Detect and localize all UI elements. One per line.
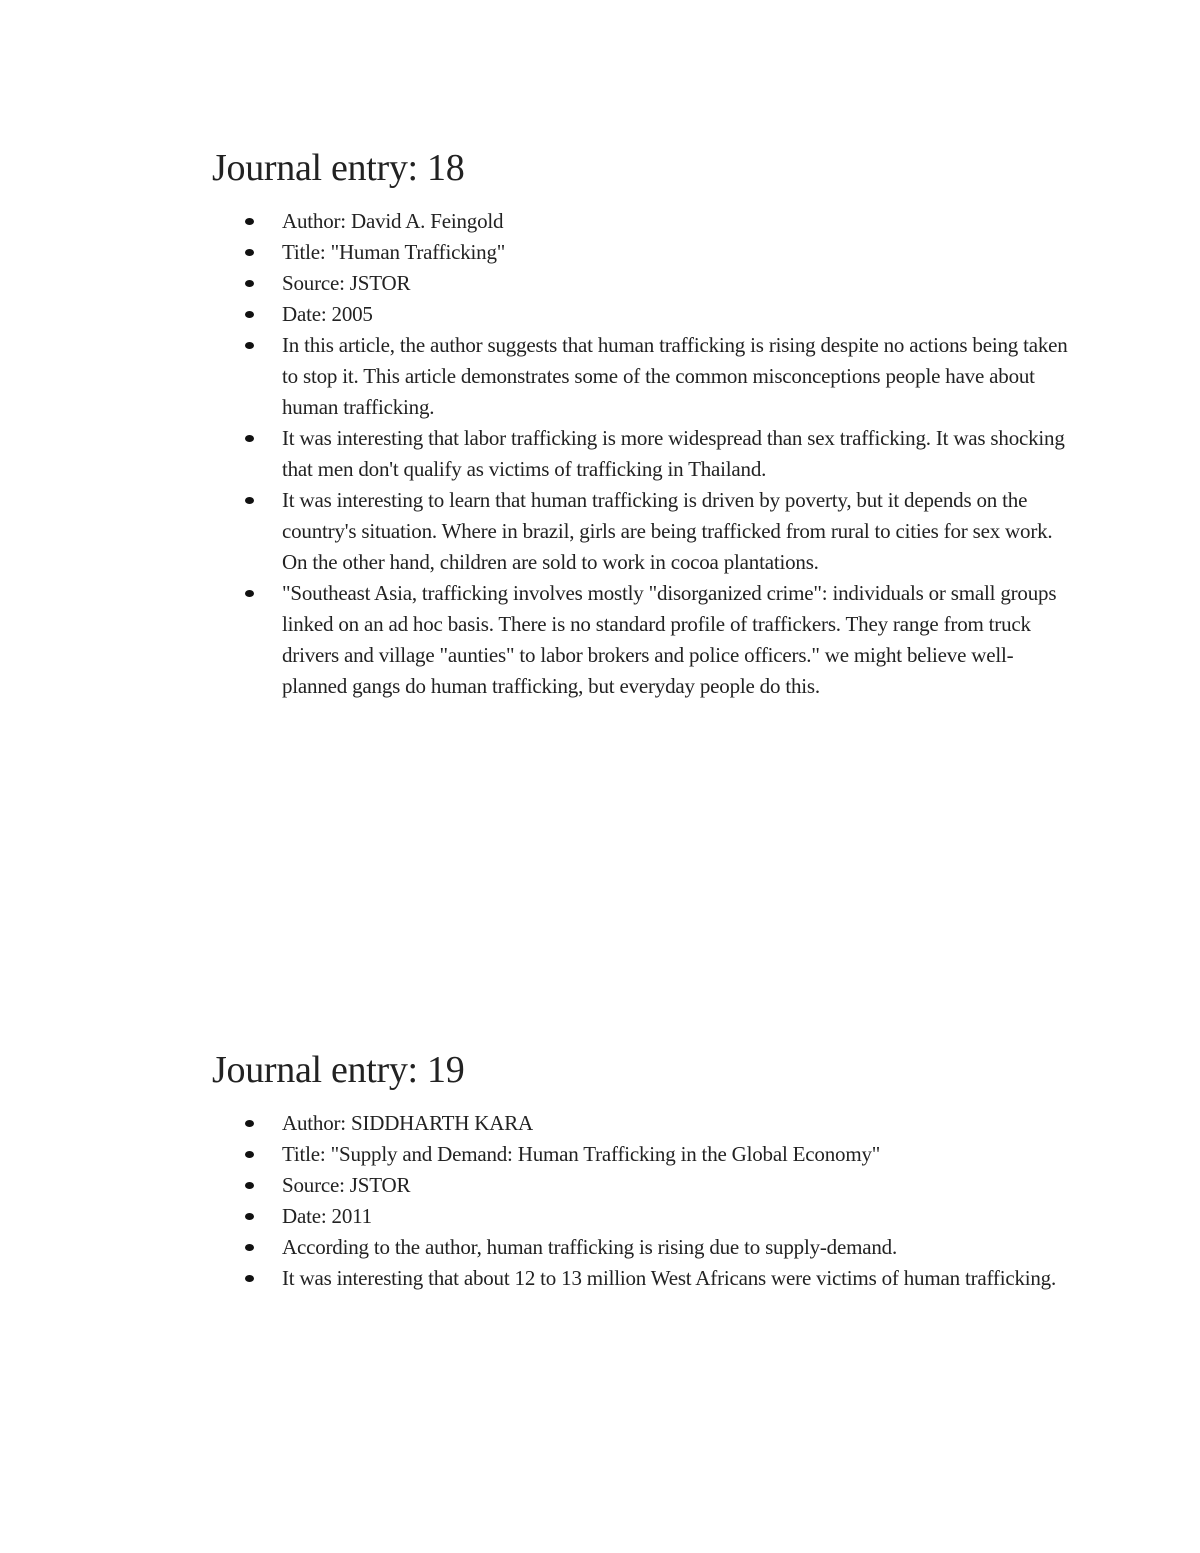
list-item-date	[212, 1201, 1072, 1232]
list-item-text: Title: "Human Trafficking"	[282, 240, 506, 264]
list-item-summary	[212, 1232, 1072, 1263]
entry-heading: Journal entry: 18	[212, 147, 465, 189]
list-item-title	[212, 1139, 1072, 1170]
list-item-text: Date: 2011	[282, 1204, 372, 1228]
bullet-icon	[245, 1151, 254, 1158]
list-item-note	[212, 423, 1072, 485]
list-item-title	[212, 237, 1072, 268]
bullet-icon	[245, 590, 254, 597]
bullet-icon	[245, 497, 254, 504]
list-item-text: It was interesting that labor trafficking is more widespread than sex trafficking. It was shocking that men don't qualify as victims of trafficking in Thailand.	[282, 426, 1065, 481]
list-item-source	[212, 268, 1072, 299]
list-item-author	[212, 1108, 1072, 1139]
bullet-icon	[245, 1182, 254, 1189]
entry-bullet-list	[212, 1108, 1072, 1294]
list-item-source	[212, 1170, 1072, 1201]
journal-entry-18	[212, 140, 1072, 702]
journal-entry-19	[212, 1042, 1072, 1294]
bullet-icon	[245, 1213, 254, 1220]
bullet-icon	[245, 342, 254, 349]
list-item-text: Author: SIDDHARTH KARA	[282, 1111, 534, 1135]
list-item-note	[212, 485, 1072, 578]
list-item-text: Source: JSTOR	[282, 271, 411, 295]
list-item-text: Source: JSTOR	[282, 1173, 411, 1197]
list-item-text: "Southeast Asia, trafficking involves mostly "disorganized crime": individuals or small groups linked on an ad hoc basis. There is no standard profile of traffickers. They range from truck drivers and village "aunties" to labor brokers and police officers." we might believe well-planned gangs do human trafficking, but everyday people do this.	[282, 581, 1057, 698]
list-item-text: In this article, the author suggests that human trafficking is rising despite no actions being taken to stop it. This article demonstrates some of the common misconceptions people have about human trafficking.	[282, 333, 1068, 419]
bullet-icon	[245, 1275, 254, 1282]
bullet-icon	[245, 218, 254, 225]
bullet-icon	[245, 435, 254, 442]
list-item-text: It was interesting to learn that human trafficking is driven by poverty, but it depends on the country's situation. Where in brazil, girls are being trafficked from rural to cities for sex work. On the other hand, children are sold to work in cocoa plantations.	[282, 488, 1053, 574]
bullet-icon	[245, 249, 254, 256]
list-item-text: According to the author, human trafficking is rising due to supply-demand.	[282, 1235, 898, 1259]
list-item-author	[212, 206, 1072, 237]
list-item-note	[212, 1263, 1072, 1294]
entry-bullet-list	[212, 206, 1072, 702]
list-item-text: Title: "Supply and Demand: Human Trafficking in the Global Economy"	[282, 1142, 881, 1166]
list-item-quote	[212, 578, 1072, 702]
list-item-text: Author: David A. Feingold	[282, 209, 504, 233]
list-item-summary	[212, 330, 1072, 423]
list-item-text: It was interesting that about 12 to 13 million West Africans were victims of human trafficking.	[282, 1266, 1057, 1290]
list-item-text: Date: 2005	[282, 302, 373, 326]
list-item-date	[212, 299, 1072, 330]
bullet-icon	[245, 280, 254, 287]
bullet-icon	[245, 1244, 254, 1251]
bullet-icon	[245, 1120, 254, 1127]
bullet-icon	[245, 311, 254, 318]
entry-heading: Journal entry: 19	[212, 1049, 465, 1091]
